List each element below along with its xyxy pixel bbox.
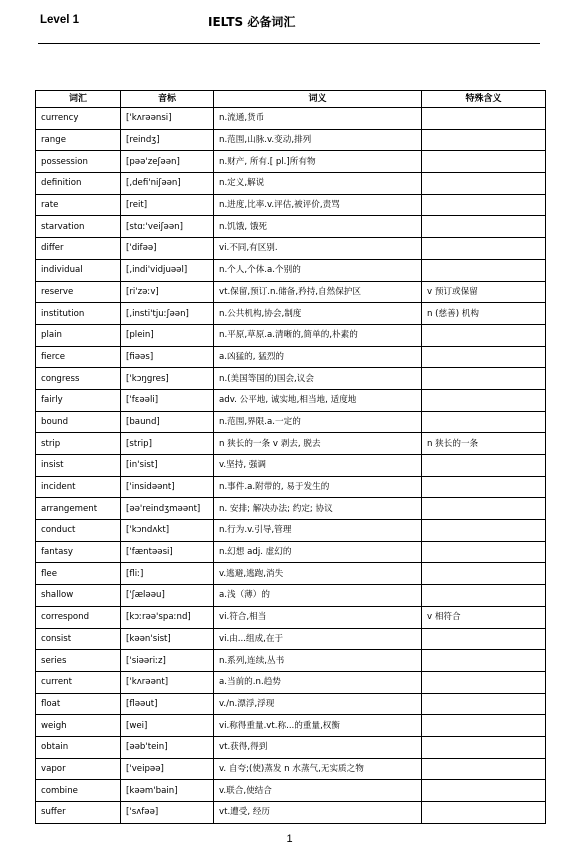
cell-special: [422, 563, 546, 585]
cell-word: consist: [36, 628, 121, 650]
cell-phonetic: [əə'reindʒməənt]: [121, 498, 214, 520]
cell-meaning: a.浅（薄）的: [214, 585, 422, 607]
cell-meaning: n.范围,界限.a.一定的: [214, 411, 422, 433]
cell-phonetic: [əəb'tein]: [121, 736, 214, 758]
table-row: [36, 173, 546, 195]
cell-special: [422, 238, 546, 260]
cell-special: v 相符合: [422, 606, 546, 628]
cell-word: reserve: [36, 281, 121, 303]
cell-special: [422, 498, 546, 520]
cell-phonetic: [,defi'niʃəən]: [121, 173, 214, 195]
cell-phonetic: ['sʌfəə]: [121, 802, 214, 824]
cell-meaning: n.系列,连续,丛书: [214, 650, 422, 672]
cell-word: strip: [36, 433, 121, 455]
cell-phonetic: ['kʌrəənt]: [121, 671, 214, 693]
cell-word: differ: [36, 238, 121, 260]
cell-meaning: v.逃避,逃跑,消失: [214, 563, 422, 585]
cell-special: [422, 758, 546, 780]
table-row: [36, 108, 546, 130]
cell-meaning: n. 安排; 解决办法; 约定; 协议: [214, 498, 422, 520]
table-row: [36, 628, 546, 650]
cell-word: shallow: [36, 585, 121, 607]
cell-word: starvation: [36, 216, 121, 238]
cell-special: [422, 389, 546, 411]
cell-meaning: a.当前的.n.趋势: [214, 671, 422, 693]
table-row: [36, 433, 546, 455]
table-row: [36, 541, 546, 563]
cell-special: [422, 715, 546, 737]
cell-meaning: adv. 公平地, 诚实地,相当地, 适度地: [214, 389, 422, 411]
cell-word: current: [36, 671, 121, 693]
cell-phonetic: ['fæntəəsi]: [121, 541, 214, 563]
table-row: [36, 324, 546, 346]
cell-special: [422, 650, 546, 672]
table-row: [36, 498, 546, 520]
cell-meaning: n.个人,个体.a.个别的: [214, 259, 422, 281]
table-row: [36, 671, 546, 693]
header-title: IELTS 必备词汇: [208, 15, 296, 29]
cell-word: range: [36, 129, 121, 151]
cell-word: institution: [36, 303, 121, 325]
table-row: [36, 129, 546, 151]
cell-word: correspond: [36, 606, 121, 628]
table-row: [36, 455, 546, 477]
cell-phonetic: ['veipəə]: [121, 758, 214, 780]
cell-word: congress: [36, 368, 121, 390]
cell-word: definition: [36, 173, 121, 195]
cell-meaning: vt.保留,预订.n.储备,矜持,自然保护区: [214, 281, 422, 303]
cell-phonetic: [pəə'zeʃəən]: [121, 151, 214, 173]
header-level: Level 1: [40, 14, 79, 26]
cell-phonetic: [stɑː'veiʃəən]: [121, 216, 214, 238]
page-number: 1: [286, 833, 293, 845]
cell-phonetic: ['kɔndʌkt]: [121, 520, 214, 542]
cell-special: [422, 520, 546, 542]
cell-phonetic: [kəəm'bain]: [121, 780, 214, 802]
table-row: [36, 693, 546, 715]
vocabulary-table-body: [36, 108, 546, 824]
cell-word: fierce: [36, 346, 121, 368]
table-row: [36, 346, 546, 368]
cell-word: vapor: [36, 758, 121, 780]
cell-special: [422, 368, 546, 390]
table-row: [36, 606, 546, 628]
cell-meaning: n.公共机构,协会,制度: [214, 303, 422, 325]
cell-special: [422, 671, 546, 693]
column-header-word: 词汇: [36, 91, 121, 108]
cell-special: [422, 736, 546, 758]
cell-meaning: n.进度,比率.v.评估,被评价,责骂: [214, 194, 422, 216]
cell-meaning: n 狭长的一条 v 剥去, 脱去: [214, 433, 422, 455]
cell-phonetic: ['siəəriːz]: [121, 650, 214, 672]
cell-special: [422, 108, 546, 130]
cell-special: [422, 693, 546, 715]
cell-word: individual: [36, 259, 121, 281]
column-header-special: 特殊含义: [422, 91, 546, 108]
table-row: [36, 259, 546, 281]
cell-word: series: [36, 650, 121, 672]
cell-meaning: vi.不同,有区别.: [214, 238, 422, 260]
cell-meaning: vt.获得,得到: [214, 736, 422, 758]
table-row: [36, 238, 546, 260]
cell-phonetic: [fiəəs]: [121, 346, 214, 368]
table-row: [36, 585, 546, 607]
cell-phonetic: [fliː]: [121, 563, 214, 585]
cell-phonetic: [,indi'vidjuəəl]: [121, 259, 214, 281]
cell-special: [422, 346, 546, 368]
cell-meaning: n.范围,山脉.v.变动,排列: [214, 129, 422, 151]
cell-special: [422, 455, 546, 477]
cell-word: fairly: [36, 389, 121, 411]
cell-special: [422, 216, 546, 238]
table-row: [36, 368, 546, 390]
cell-special: [422, 324, 546, 346]
cell-meaning: n.定义,解说: [214, 173, 422, 195]
cell-phonetic: ['kʌrəənsi]: [121, 108, 214, 130]
vocabulary-table: [35, 90, 546, 824]
cell-word: obtain: [36, 736, 121, 758]
cell-special: [422, 780, 546, 802]
cell-meaning: n.流通,货币: [214, 108, 422, 130]
table-row: [36, 563, 546, 585]
cell-phonetic: ['kɔŋgres]: [121, 368, 214, 390]
cell-special: [422, 476, 546, 498]
cell-meaning: n.事件.a.附带的, 易于发生的: [214, 476, 422, 498]
cell-meaning: vi.由...组成,在于: [214, 628, 422, 650]
cell-meaning: v. 自夸;(使)蒸发 n 水蒸气,无实质之物: [214, 758, 422, 780]
cell-meaning: v.联合,使结合: [214, 780, 422, 802]
cell-special: [422, 129, 546, 151]
cell-meaning: n.(美国等国的)国会,议会: [214, 368, 422, 390]
table-row: [36, 715, 546, 737]
cell-phonetic: [reit]: [121, 194, 214, 216]
cell-meaning: v./n.漂浮,浮现: [214, 693, 422, 715]
cell-phonetic: ['difəə]: [121, 238, 214, 260]
cell-phonetic: [wei]: [121, 715, 214, 737]
table-row: [36, 476, 546, 498]
cell-special: v 预订或保留: [422, 281, 546, 303]
cell-phonetic: ['ʃæləəu]: [121, 585, 214, 607]
cell-phonetic: [plein]: [121, 324, 214, 346]
cell-meaning: n.平原,草原.a.清晰的,简单的,朴素的: [214, 324, 422, 346]
table-row: [36, 520, 546, 542]
table-row: [36, 194, 546, 216]
cell-word: fantasy: [36, 541, 121, 563]
cell-phonetic: [baund]: [121, 411, 214, 433]
cell-phonetic: [ri'zəːv]: [121, 281, 214, 303]
cell-word: bound: [36, 411, 121, 433]
table-row: [36, 758, 546, 780]
cell-phonetic: ['fɛəəli]: [121, 389, 214, 411]
cell-word: plain: [36, 324, 121, 346]
cell-meaning: n.行为.v.引导,管理: [214, 520, 422, 542]
cell-word: possession: [36, 151, 121, 173]
cell-meaning: v.坚持, 强调: [214, 455, 422, 477]
cell-word: rate: [36, 194, 121, 216]
cell-word: conduct: [36, 520, 121, 542]
cell-phonetic: [,insti'tjuːʃəən]: [121, 303, 214, 325]
cell-word: weigh: [36, 715, 121, 737]
cell-phonetic: [strip]: [121, 433, 214, 455]
cell-special: [422, 585, 546, 607]
cell-phonetic: [fləəut]: [121, 693, 214, 715]
header-divider: [38, 43, 540, 44]
cell-phonetic: [kəən'sist]: [121, 628, 214, 650]
cell-word: suffer: [36, 802, 121, 824]
cell-special: [422, 628, 546, 650]
cell-phonetic: [kɔːrəə'spaːnd]: [121, 606, 214, 628]
table-header-row: [36, 91, 546, 108]
cell-word: insist: [36, 455, 121, 477]
table-row: [36, 780, 546, 802]
cell-special: [422, 259, 546, 281]
cell-phonetic: ['insidəənt]: [121, 476, 214, 498]
cell-phonetic: [in'sist]: [121, 455, 214, 477]
cell-special: [422, 541, 546, 563]
cell-meaning: n.幻想 adj. 虚幻的: [214, 541, 422, 563]
cell-meaning: a.凶猛的, 猛烈的: [214, 346, 422, 368]
cell-word: combine: [36, 780, 121, 802]
cell-special: [422, 173, 546, 195]
table-row: [36, 151, 546, 173]
cell-word: incident: [36, 476, 121, 498]
cell-special: [422, 802, 546, 824]
table-row: [36, 650, 546, 672]
table-row: [36, 411, 546, 433]
table-row: [36, 303, 546, 325]
table-row: [36, 802, 546, 824]
cell-meaning: n.财产, 所有.[ pl.]所有物: [214, 151, 422, 173]
cell-phonetic: [reindʒ]: [121, 129, 214, 151]
cell-word: currency: [36, 108, 121, 130]
cell-special: [422, 194, 546, 216]
cell-special: n 狭长的一条: [422, 433, 546, 455]
cell-word: float: [36, 693, 121, 715]
cell-meaning: vi.称得重量.vt.称...的重量,权衡: [214, 715, 422, 737]
cell-word: flee: [36, 563, 121, 585]
cell-meaning: vt.遭受, 经历: [214, 802, 422, 824]
table-row: [36, 736, 546, 758]
cell-word: arrangement: [36, 498, 121, 520]
cell-special: [422, 151, 546, 173]
cell-meaning: n.饥饿, 饿死: [214, 216, 422, 238]
table-row: [36, 216, 546, 238]
cell-special: n (慈善) 机构: [422, 303, 546, 325]
cell-special: [422, 411, 546, 433]
column-header-phonetic: 音标: [121, 91, 214, 108]
table-row: [36, 389, 546, 411]
table-row: [36, 281, 546, 303]
cell-meaning: vi.符合,相当: [214, 606, 422, 628]
column-header-meaning: 词义: [214, 91, 422, 108]
